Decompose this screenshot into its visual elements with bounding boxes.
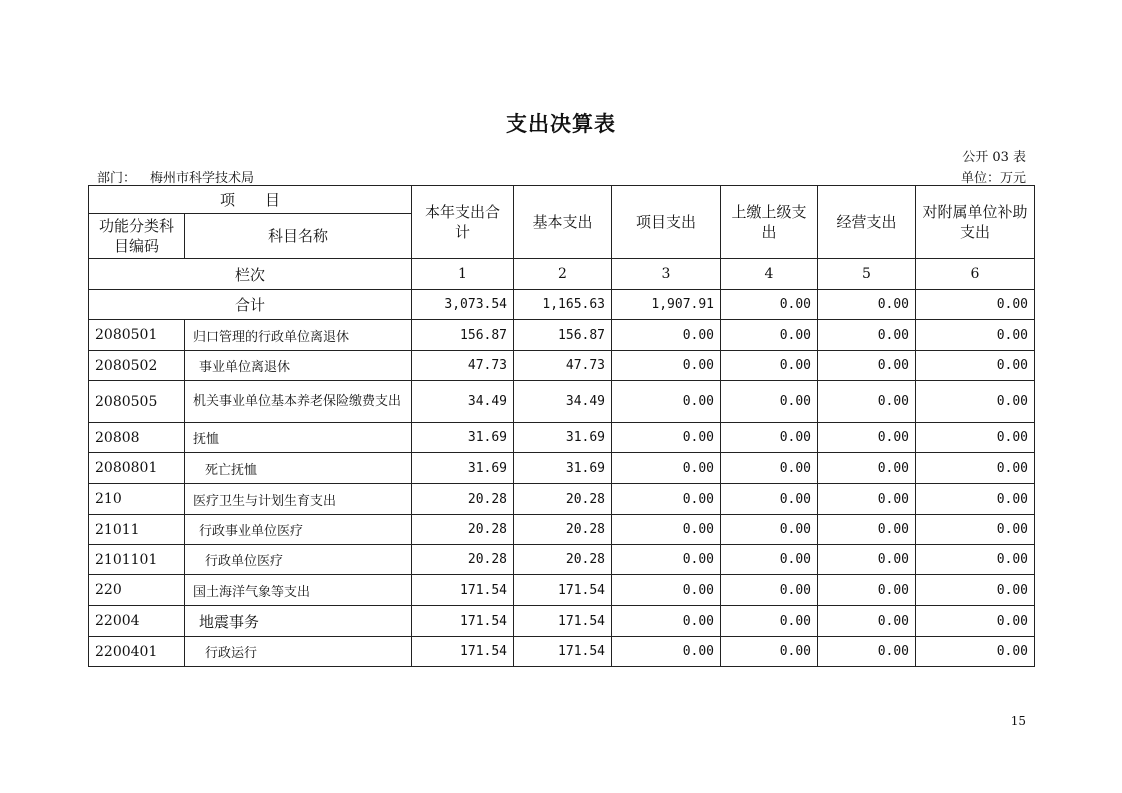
cell-value: 0.00 [818,351,916,381]
total-label: 合计 [89,290,412,320]
cell-value: 0.00 [612,453,721,484]
subject-code: 2101101 [89,545,185,575]
cell-value: 20.28 [514,545,612,575]
cell-value: 156.87 [514,320,612,351]
department-line [97,167,254,186]
cell-value: 0.00 [818,515,916,545]
cell-value: 171.54 [412,606,514,637]
header-col-basic: 基本支出 [514,186,612,259]
cell-value: 0.00 [916,423,1035,453]
total-value: 0.00 [818,290,916,320]
cell-value: 0.00 [818,423,916,453]
table-row [89,606,1035,637]
header-item: 项 目 [89,186,412,214]
cell-value: 0.00 [612,637,721,667]
column-number: 3 [612,259,721,290]
cell-value: 0.00 [916,637,1035,667]
total-value: 0.00 [916,290,1035,320]
cell-value: 0.00 [612,606,721,637]
cell-value: 20.28 [514,484,612,515]
subject-name: 行政单位医疗 [185,545,412,575]
cell-value: 0.00 [612,575,721,606]
cell-value: 0.00 [721,381,818,423]
header-col-total: 本年支出合计 [412,186,514,259]
header-col-upper: 上缴上级支出 [721,186,818,259]
cell-value: 0.00 [721,606,818,637]
page-title: 支出决算表 [506,111,616,136]
subject-name: 医疗卫生与计划生育支出 [185,484,412,515]
cell-value: 0.00 [721,351,818,381]
cell-value: 0.00 [818,320,916,351]
header-subject-name: 科目名称 [185,214,412,259]
cell-value: 171.54 [514,637,612,667]
cell-value: 0.00 [612,545,721,575]
subject-name: 抚恤 [185,423,412,453]
table-row [89,637,1035,667]
cell-value: 0.00 [916,381,1035,423]
cell-value: 47.73 [412,351,514,381]
header-col-subsidy: 对附属单位补助支出 [916,186,1035,259]
cell-value: 0.00 [721,423,818,453]
subject-code: 22004 [89,606,185,637]
cell-value: 0.00 [818,545,916,575]
cell-value: 0.00 [818,484,916,515]
subject-name: 死亡抚恤 [185,453,412,484]
header-row-1 [89,186,1035,214]
total-value: 3,073.54 [412,290,514,320]
cell-value: 0.00 [916,484,1035,515]
subject-name: 事业单位离退休 [185,351,412,381]
column-number: 2 [514,259,612,290]
cell-value: 0.00 [612,381,721,423]
cell-value: 171.54 [514,606,612,637]
cell-value: 0.00 [721,515,818,545]
total-value: 1,165.63 [514,290,612,320]
subject-code: 210 [89,484,185,515]
cell-value: 20.28 [412,545,514,575]
cell-value: 0.00 [818,575,916,606]
cell-value: 171.54 [412,575,514,606]
total-value: 1,907.91 [612,290,721,320]
expenditure-table [88,185,1035,667]
subject-name: 行政事业单位医疗 [185,515,412,545]
cell-value: 31.69 [412,453,514,484]
header-col-project: 项目支出 [612,186,721,259]
subject-code: 2080501 [89,320,185,351]
cell-value: 0.00 [721,545,818,575]
department-label: 部门： [97,171,137,186]
table-row [89,320,1035,351]
table-row [89,575,1035,606]
cell-value: 31.69 [412,423,514,453]
column-number: 5 [818,259,916,290]
cell-value: 0.00 [721,575,818,606]
cell-value: 0.00 [916,606,1035,637]
cell-value: 0.00 [916,575,1035,606]
subject-name: 国土海洋气象等支出 [185,575,412,606]
cell-value: 0.00 [818,606,916,637]
table-row [89,515,1035,545]
cell-value: 171.54 [412,637,514,667]
cell-value: 0.00 [721,453,818,484]
subject-code: 20808 [89,423,185,453]
total-value: 0.00 [721,290,818,320]
subject-code: 21011 [89,515,185,545]
cell-value: 0.00 [916,545,1035,575]
total-row [89,290,1035,320]
column-number: 4 [721,259,818,290]
department-name: 梅州市科学技术局 [150,171,255,186]
table-row [89,381,1035,423]
cell-value: 20.28 [412,484,514,515]
cell-value: 0.00 [916,515,1035,545]
table-row [89,351,1035,381]
cell-value: 0.00 [818,453,916,484]
subject-code: 2080502 [89,351,185,381]
cell-value: 0.00 [818,637,916,667]
column-number-row [89,259,1035,290]
cell-value: 20.28 [412,515,514,545]
cell-value: 34.49 [412,381,514,423]
cell-value: 171.54 [514,575,612,606]
subject-code: 2080505 [89,381,185,423]
cell-value: 0.00 [612,484,721,515]
cell-value: 0.00 [916,351,1035,381]
form-number: 公开 03 表 [962,150,1026,165]
cell-value: 0.00 [612,351,721,381]
table-row [89,423,1035,453]
cell-value: 156.87 [412,320,514,351]
subject-code: 2080801 [89,453,185,484]
column-number: 6 [916,259,1035,290]
cell-value: 47.73 [514,351,612,381]
subject-name: 行政运行 [185,637,412,667]
subject-code: 220 [89,575,185,606]
header-func-code: 功能分类科目编码 [89,214,185,259]
page-number: 15 [1010,714,1026,728]
cell-value: 0.00 [916,453,1035,484]
table-row [89,484,1035,515]
cell-value: 31.69 [514,453,612,484]
cell-value: 34.49 [514,381,612,423]
cell-value: 0.00 [916,320,1035,351]
column-number-label: 栏次 [89,259,412,290]
header-col-operating: 经营支出 [818,186,916,259]
subject-name: 地震事务 [185,606,412,637]
unit-label: 单位：万元 [960,171,1026,186]
table-row [89,545,1035,575]
cell-value: 0.00 [612,423,721,453]
column-number: 1 [412,259,514,290]
cell-value: 0.00 [721,637,818,667]
cell-value: 0.00 [721,320,818,351]
cell-value: 0.00 [818,381,916,423]
cell-value: 0.00 [612,320,721,351]
subject-name: 归口管理的行政单位离退休 [185,320,412,351]
cell-value: 0.00 [612,515,721,545]
subject-name: 机关事业单位基本养老保险缴费支出 [185,381,412,423]
subject-code: 2200401 [89,637,185,667]
cell-value: 20.28 [514,515,612,545]
table-row [89,453,1035,484]
cell-value: 31.69 [514,423,612,453]
cell-value: 0.00 [721,484,818,515]
